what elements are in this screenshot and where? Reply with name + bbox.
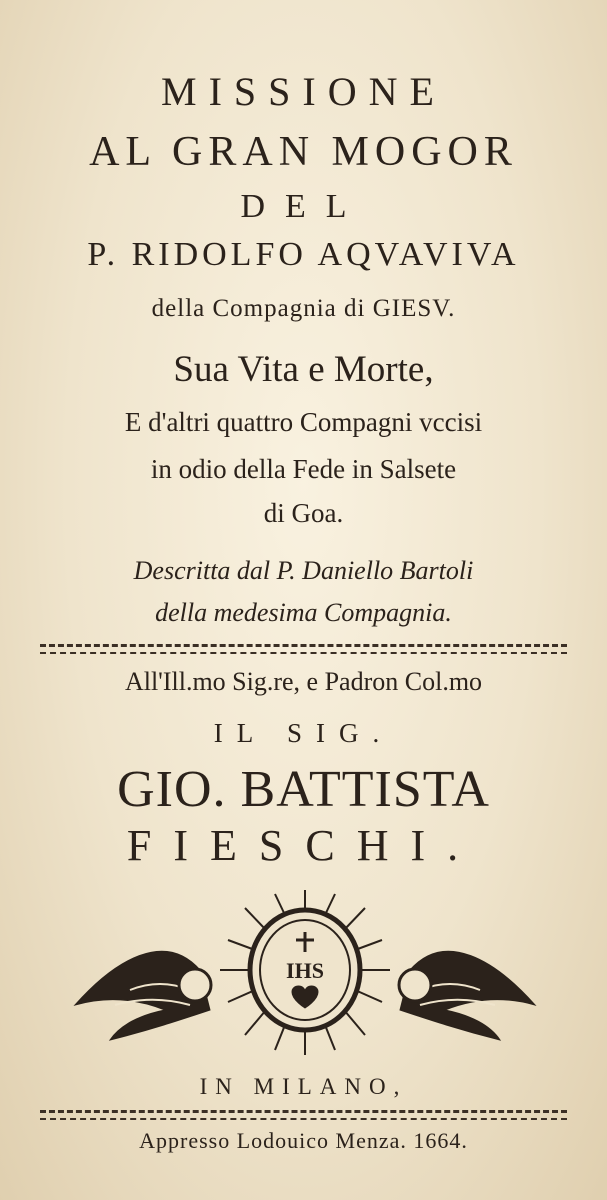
divider-rule (40, 652, 567, 654)
author-line-2: della medesima Compagnia. (155, 598, 452, 627)
divider-rule (40, 1118, 567, 1120)
title-line-goa: di Goa. (263, 498, 344, 528)
title-line-vita-morte: Sua Vita e Morte, (173, 349, 434, 390)
divider-rule (40, 1110, 567, 1113)
author-line: Descritta dal P. Daniello Bartoli (133, 556, 474, 585)
dedication-line: All'Ill.mo Sig.re, e Padron Col.mo (124, 667, 483, 696)
dedicatee-prefix: IL SIG. (213, 718, 394, 748)
divider-rule (40, 644, 567, 647)
dedicatee-name: GIO. BATTISTA (117, 761, 490, 818)
imprint-place: IN MILANO, (199, 1074, 408, 1099)
title-line-missione: MISSIONE (161, 69, 446, 114)
title-line-compagni: E d'altri quattro Compagni vccisi (124, 407, 483, 437)
title-line-gran-mogor: AL GRAN MOGOR (89, 129, 518, 175)
title-line-fede: in odio della Fede in Salsete (150, 454, 457, 484)
ihs-emblem-icon (70, 890, 540, 1060)
title-line-ridolfo: P. RIDOLFO AQVAVIVA (87, 236, 520, 273)
title-line-compagnia: della Compagnia di GIESV. (151, 295, 456, 322)
emblem-ihs-text: IHS (286, 958, 324, 983)
imprint-printer: Appresso Lodouico Menza. 1664. (139, 1128, 468, 1153)
title-line-del: DEL (240, 188, 367, 225)
dedicatee-surname: FIESCHI. (126, 821, 481, 870)
